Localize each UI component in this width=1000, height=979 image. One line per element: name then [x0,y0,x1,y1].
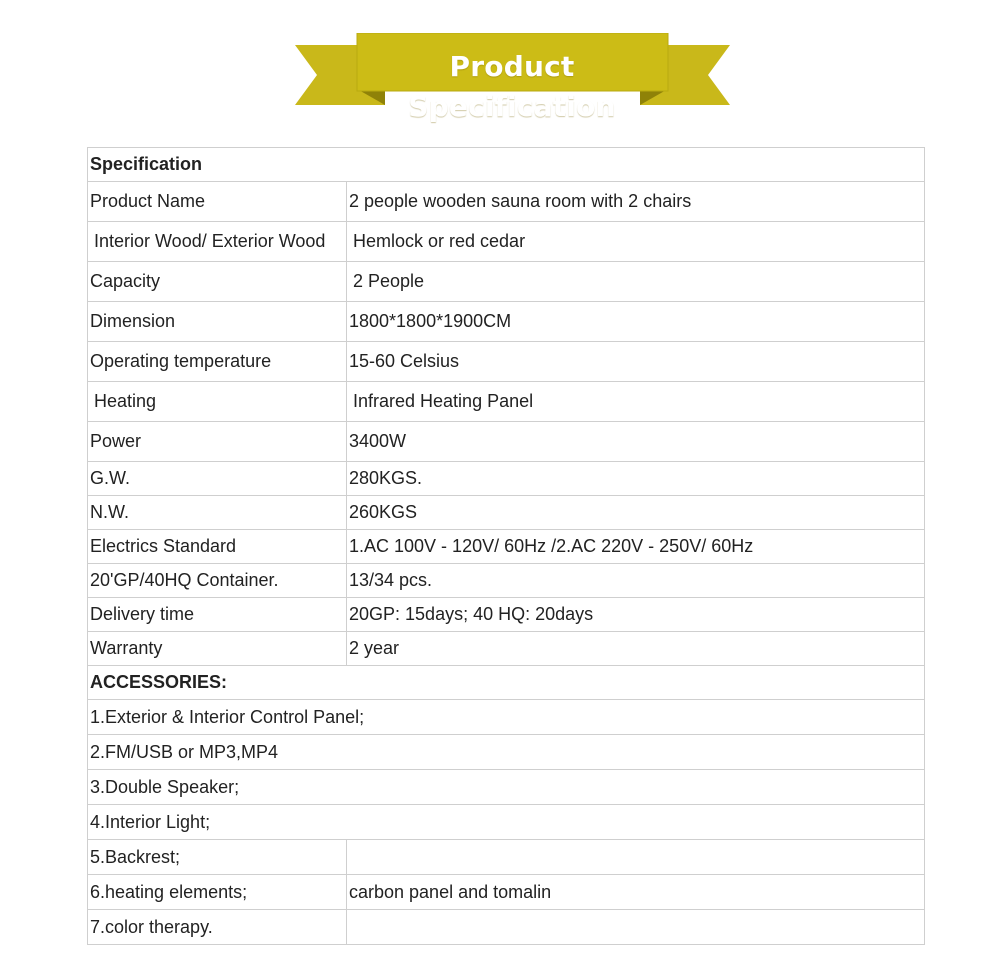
accessory-value [347,910,925,945]
banner-title: Product Specification [408,50,616,123]
table-row [88,462,925,496]
spec-label: G.W. [88,462,347,496]
spec-table [87,147,925,945]
table-row [88,182,925,222]
table-row [88,598,925,632]
spec-label: 20'GP/40HQ Container. [88,564,347,598]
spec-label: Operating temperature [88,342,347,382]
spec-label: Power [88,422,347,462]
list-item [88,805,925,840]
accessories-heading-row [88,666,925,700]
spec-label: Warranty [88,632,347,666]
spec-value: 13/34 pcs. [347,564,925,598]
spec-heading: Specification [88,148,925,182]
accessory-item: 5.Backrest; [88,840,347,875]
spec-label: Interior Wood/ Exterior Wood [88,222,347,262]
list-item [88,840,925,875]
accessory-item: 2.FM/USB or MP3,MP4 [88,735,925,770]
table-row [88,422,925,462]
spec-heading-row [88,148,925,182]
table-row [88,222,925,262]
spec-value: 3400W [347,422,925,462]
accessory-item: 7.color therapy. [88,910,347,945]
accessory-value: carbon panel and tomalin [347,875,925,910]
table-row [88,302,925,342]
spec-label: Dimension [88,302,347,342]
product-specification-banner [295,33,730,123]
spec-value: 260KGS [347,496,925,530]
spec-label: Product Name [88,182,347,222]
spec-label: N.W. [88,496,347,530]
spec-value: 1.AC 100V - 120V/ 60Hz /2.AC 220V - 250V/ 60Hz [347,530,925,564]
spec-label: Capacity [88,262,347,302]
accessory-item: 1.Exterior & Interior Control Panel; [88,700,925,735]
table-row [88,496,925,530]
accessory-item: 6.heating elements; [88,875,347,910]
spec-value: 15-60 Celsius [347,342,925,382]
list-item [88,770,925,805]
spec-value: 20GP: 15days; 40 HQ: 20days [347,598,925,632]
table-row [88,382,925,422]
table-row [88,342,925,382]
spec-value: Infrared Heating Panel [347,382,925,422]
spec-value: 2 People [347,262,925,302]
accessory-item: 4.Interior Light; [88,805,925,840]
spec-value: 280KGS. [347,462,925,496]
accessory-value [347,840,925,875]
accessory-item: 3.Double Speaker; [88,770,925,805]
spec-value: Hemlock or red cedar [347,222,925,262]
list-item [88,700,925,735]
spec-value: 1800*1800*1900CM [347,302,925,342]
spec-label: Delivery time [88,598,347,632]
table-row [88,530,925,564]
list-item [88,875,925,910]
spec-value: 2 people wooden sauna room with 2 chairs [347,182,925,222]
table-row [88,632,925,666]
spec-label: Heating [88,382,347,422]
accessories-heading: ACCESSORIES: [88,666,925,700]
spec-label: Electrics Standard [88,530,347,564]
list-item [88,735,925,770]
table-row [88,262,925,302]
table-row [88,564,925,598]
list-item [88,910,925,945]
spec-value: 2 year [347,632,925,666]
